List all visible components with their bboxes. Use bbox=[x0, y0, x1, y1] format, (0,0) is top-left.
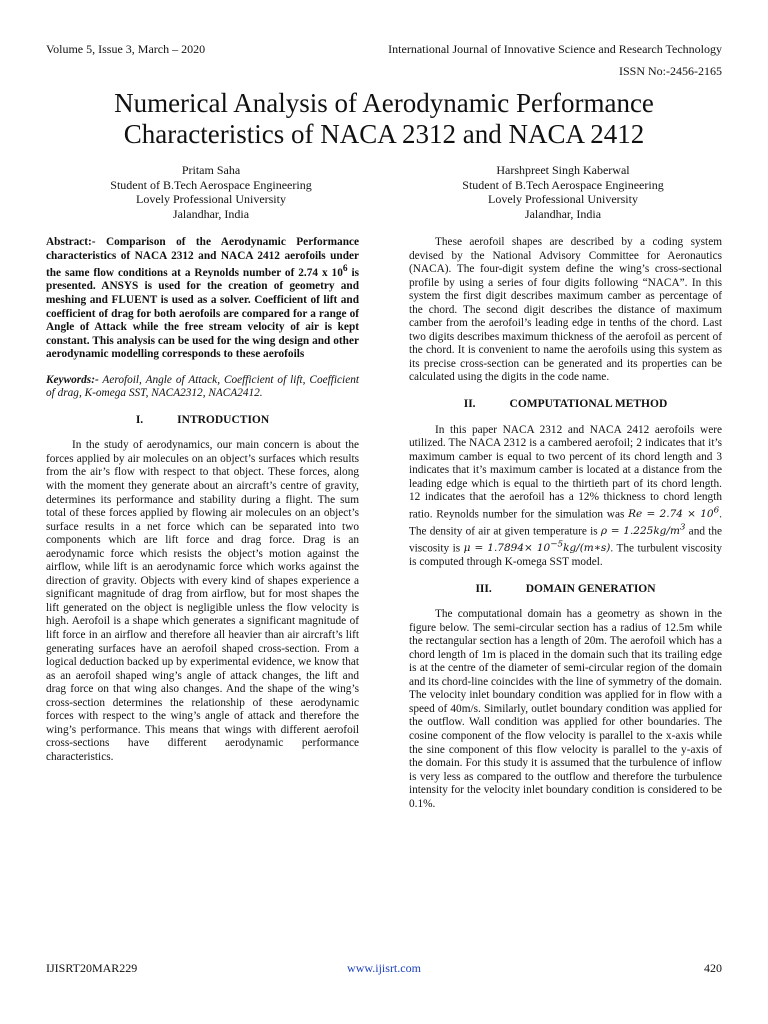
density-exponent: 3 bbox=[679, 522, 686, 533]
introduction-paragraph: In the study of aerodynamics, our main concern is about the forces applied by air molecules on an object’s surfaces which results from the air’s flow with respect to that object. These forces, along with the moment they generate about an aircraft’s centre of gravity, determines its performance and stability during a flight. The sum total of these forces applied by flowing air molecules on an object’s surface results in a net force which can be separated into two components which are lift force and drag force. Drag is an aerodynamic force which resists the object’s motion against the airflow, while lift is an aerodynamic force which works against the direction of gravity. Objects with every kind of shapes experience a significant magnitude of drag from airflow, but for most shapes the lift generated on the object is negligible unless the flow velocity is high. Aerofoil is a shape which generates a significant magnitude of lift force in an airflow and therefore all heavier than air aircraft’s lift generating surfaces have an aerofoil shaped cross-section. From a logical deduction backed up by experimental evidence, we know that as an aerofoil shaped wing’s angle of attack changes, the lift and drag force on that wing also changes. And the shape of the wing’s cross-section determines the relationship of these aerodynamic forces with respect to the wing’s angle of attack and therefore the wing’s performance. This means that wings with different aerofoil cross-sections have different aerodynamic performance characteristics. bbox=[46, 439, 359, 763]
method-text-4: . The turbulent viscosity is computed through K-omega SST model. bbox=[409, 542, 722, 568]
method-text-1: In this paper NACA 2312 and NACA 2412 aerofoils were utilized. The NACA 2312 is a cambered aerofoil; 2 indicates that it’s maximum camber is equal to two percent of its chord length and 3 indicates that it’s maximum camber is located at a distance from the leading edge which is equal to the thirtieth part of its chord length. 12 indicates that the aerofoil has a 12% thickness to chord length ratio. Reynolds number for the simulation was bbox=[409, 423, 722, 521]
author-location: Jalandhar, India bbox=[524, 206, 602, 221]
paper-id: IJISRT20MAR229 bbox=[46, 961, 138, 975]
domain-paragraph: The computational domain has a geometry as shown in the figure below. The semi-circular section has a radius of 12.5m while the rectangular section has a length of 20m. The aerofoil which has a chord length of 1m is placed in the domain such that its trailing edge is at the centre of the diameter of semi-circular region of the domain and its chord-line coincides with the line of symmetry of the domain. The velocity inlet boundary condition was applied for in flow with a speed of 40m/s. Similarly, outlet boundary condition was applied for the outflow. Wall condition was applied for other boundaries. The cosine component of the flow velocity is parallel to the x-axis while the sine component of this flow velocity is parallel to the y-axis of the domain. For this study it is assumed that the turbulence of inflow is very less as compared to the outflow and therefore the turbulence intensity for the velocity inlet boundary condition is considered to be 0.1%. bbox=[409, 608, 722, 810]
density-base: ρ = 1.225kg/m bbox=[600, 525, 680, 538]
viscosity-equation bbox=[463, 539, 611, 555]
reynolds-base: Re = 2.74 × 10 bbox=[628, 508, 714, 521]
abstract-exponent: 6 bbox=[342, 264, 348, 275]
author-name: Harshpreet Singh Kaberwal bbox=[496, 163, 630, 177]
author-block-2 bbox=[398, 163, 728, 221]
method-text-2: . The density of air at given temperature is bbox=[409, 508, 722, 538]
section-title: COMPUTATIONAL METHOD bbox=[509, 398, 668, 411]
density-equation bbox=[600, 522, 686, 538]
keywords-text: Aerofoil, Angle of Attack, Coefficient of lift, Coefficient of drag, K-omega SST, NACA2312, NACA2412. bbox=[46, 373, 359, 400]
author-location: Jalandhar, India bbox=[172, 206, 250, 221]
section-title: DOMAIN GENERATION bbox=[525, 582, 656, 595]
section-title: INTRODUCTION bbox=[177, 413, 270, 426]
left-column bbox=[46, 236, 359, 764]
viscosity-unit: kg/(m∗s) bbox=[563, 542, 611, 555]
keywords bbox=[46, 374, 359, 401]
section-number: II. bbox=[463, 398, 476, 411]
author-name: Pritam Saha bbox=[181, 163, 241, 177]
journal-name: International Journal of Innovative Science and Research Technology bbox=[388, 42, 722, 56]
abstract bbox=[46, 236, 359, 362]
abstract-text-2: is presented. ANSYS is used for the creation of geometry and meshing and FLUENT is used as a solver. Coefficient of lift and coefficient of drag for both aerofoils are compared for a range of Angle of Attack while the free stream velocity of air is kept constant. This analysis can be used for the wing design and other aerodynamic modelling corresponds to these aerofoils bbox=[46, 266, 360, 361]
section-heading-domain-generation bbox=[409, 583, 722, 597]
journal-url-link[interactable]: www.ijisrt.com bbox=[347, 961, 421, 975]
paper-title bbox=[0, 88, 768, 150]
viscosity-exponent: −5 bbox=[550, 539, 564, 550]
author-role: Student of B.Tech Aerospace Engineering bbox=[462, 177, 664, 192]
title-line-2: Characteristics of NACA 2312 and NACA 2412 bbox=[123, 119, 645, 149]
section-number: I. bbox=[135, 413, 144, 426]
section-heading-computational-method bbox=[409, 398, 722, 412]
method-text-3: and the viscosity is bbox=[409, 525, 722, 555]
viscosity-base: μ = 1.7894× 10 bbox=[463, 542, 551, 555]
reynolds-equation bbox=[628, 505, 720, 521]
issn-number: ISSN No:-2456-2165 bbox=[618, 64, 722, 78]
author-role: Student of B.Tech Aerospace Engineering bbox=[110, 177, 312, 192]
author-block-1 bbox=[46, 163, 376, 221]
naca-paragraph: These aerofoil shapes are described by a coding system devised by the National Advisory Committee for Aeronautics (NACA). The four-digit system define the wing’s cross-sectional profile by using a series of four digits following “NACA”. In this system the first digit describes maximum camber as percentage of the chord. The second digit describes the distance of maximum camber from the aerofoil’s leading edge in tenths of the chord. Last two digits describes maximum thickness of the aerofoil as percent of the chord. It is convenient to name the aerofoils using this system as its precise cross-section can be generated and its properties can be calculated using the digits in the code name. bbox=[409, 236, 722, 384]
section-heading-introduction bbox=[46, 414, 359, 428]
section-number: III. bbox=[475, 582, 492, 595]
volume-info: Volume 5, Issue 3, March – 2020 bbox=[46, 42, 206, 56]
method-paragraph bbox=[409, 424, 722, 570]
keywords-label: Keywords:- bbox=[46, 373, 99, 386]
author-university: Lovely Professional University bbox=[488, 192, 638, 206]
title-line-1: Numerical Analysis of Aerodynamic Performance bbox=[114, 88, 654, 118]
right-column bbox=[409, 236, 722, 811]
page-number: 420 bbox=[704, 961, 722, 975]
reynolds-exponent: 6 bbox=[713, 505, 720, 516]
abstract-text-1: Abstract:- Comparison of the Aerodynamic Performance characteristics of NACA 2312 and NACA 2412 aerofoils under the same flow conditions at a Reynolds number of 2.74 x 10 bbox=[46, 236, 359, 279]
author-university: Lovely Professional University bbox=[136, 192, 286, 206]
